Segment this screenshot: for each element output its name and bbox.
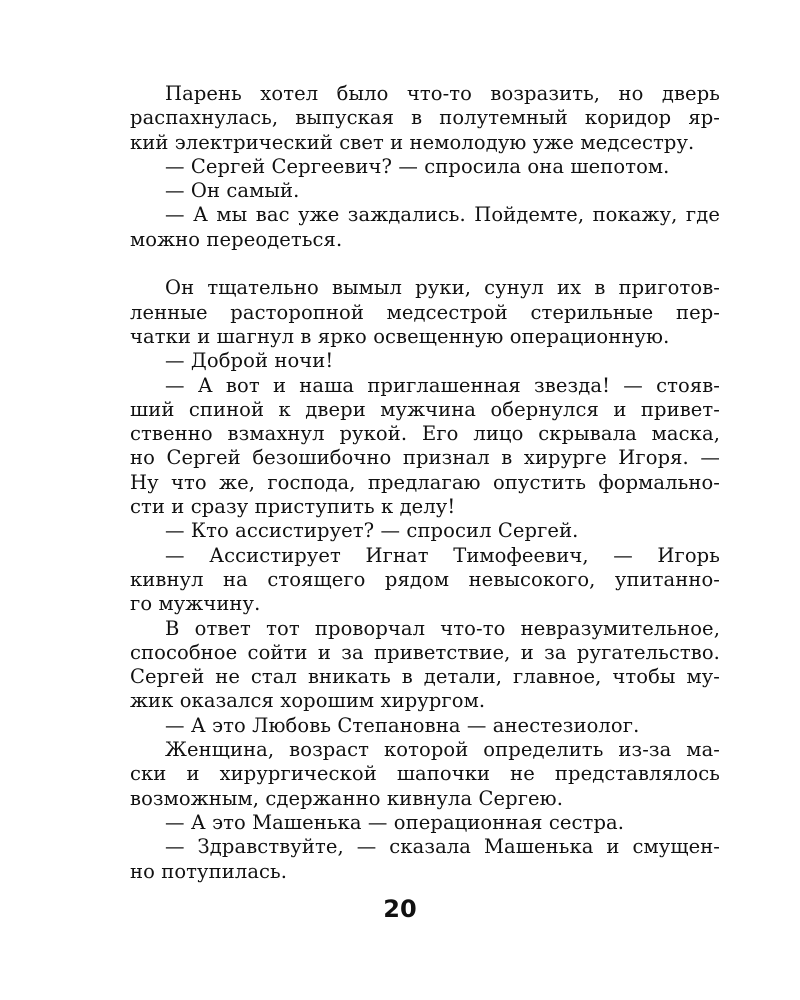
text-line: ственно взмахнул рукой. Его лицо скрывала маска, xyxy=(130,422,720,446)
text-line: распахнулась, выпуская в полутемный коридор яр- xyxy=(130,106,720,130)
text-line: Парень хотел было что-то возразить, но дверь xyxy=(165,82,720,105)
text-line: — А мы вас уже заждались. Пойдемте, покажу, где xyxy=(165,203,720,227)
text-line: го мужчину. xyxy=(130,592,261,616)
body-text xyxy=(130,82,720,884)
text-line: способное сойти и за приветствие, и за ругательство. xyxy=(130,640,720,664)
text-line: чатки и шагнул в ярко освещенную операционную. xyxy=(130,324,670,348)
text-line: можно переодеться. xyxy=(130,227,343,251)
text-line: — Доброй ночи! xyxy=(165,349,334,373)
text-line: сти и сразу приступить к делу! xyxy=(130,495,456,519)
text-line: — Кто ассистирует? — спросил Сергей. xyxy=(165,519,579,543)
text-line: ленные расторопной медсестрой стерильные пер- xyxy=(130,300,720,324)
text-line: ший спиной к двери мужчина обернулся и привет- xyxy=(130,397,720,421)
text-line: Сергей не стал вникать в детали, главное, чтобы му- xyxy=(130,665,720,689)
text-line: — А это Любовь Степановна — анестезиолог. xyxy=(165,713,640,737)
text-line: — А вот и наша приглашенная звезда! — стояв- xyxy=(165,373,720,397)
text-line: жик оказался хорошим хирургом. xyxy=(130,689,486,713)
text-line: — Он самый. xyxy=(165,179,300,203)
text-line: В ответ тот проворчал что-то невразумительное, xyxy=(165,616,720,640)
text-line: но потупилась. xyxy=(130,859,288,883)
text-line: возможным, сдержанно кивнула Сергею. xyxy=(130,786,564,810)
text-line: кивнул на стоящего рядом невысокого, упитанно- xyxy=(130,567,720,591)
text-line: кий электрический свет и немолодую уже медсестру. xyxy=(130,130,695,154)
text-line: — Сергей Сергеевич? — спросила она шепотом. xyxy=(165,154,670,178)
text-line: — Ассистирует Игнат Тимофеевич, — Игорь xyxy=(165,543,720,567)
page-number: 20 xyxy=(383,895,417,923)
text-line: Он тщательно вымыл руки, сунул их в приготов- xyxy=(165,276,720,300)
text-line: Ну что же, господа, предлагаю опустить формально- xyxy=(130,470,720,494)
text-line: — Здравствуйте, — сказала Машенька и смущен- xyxy=(165,835,720,859)
text-line: Женщина, возраст которой определить из-за ма- xyxy=(165,738,720,762)
text-line: — А это Машенька — операционная сестра. xyxy=(165,810,625,834)
paragraph-gap xyxy=(130,252,720,276)
text-line: ски и хирургической шапочки не представлялось xyxy=(130,762,720,786)
text-line: но Сергей безошибочно признал в хирурге Игоря. — xyxy=(130,446,720,470)
